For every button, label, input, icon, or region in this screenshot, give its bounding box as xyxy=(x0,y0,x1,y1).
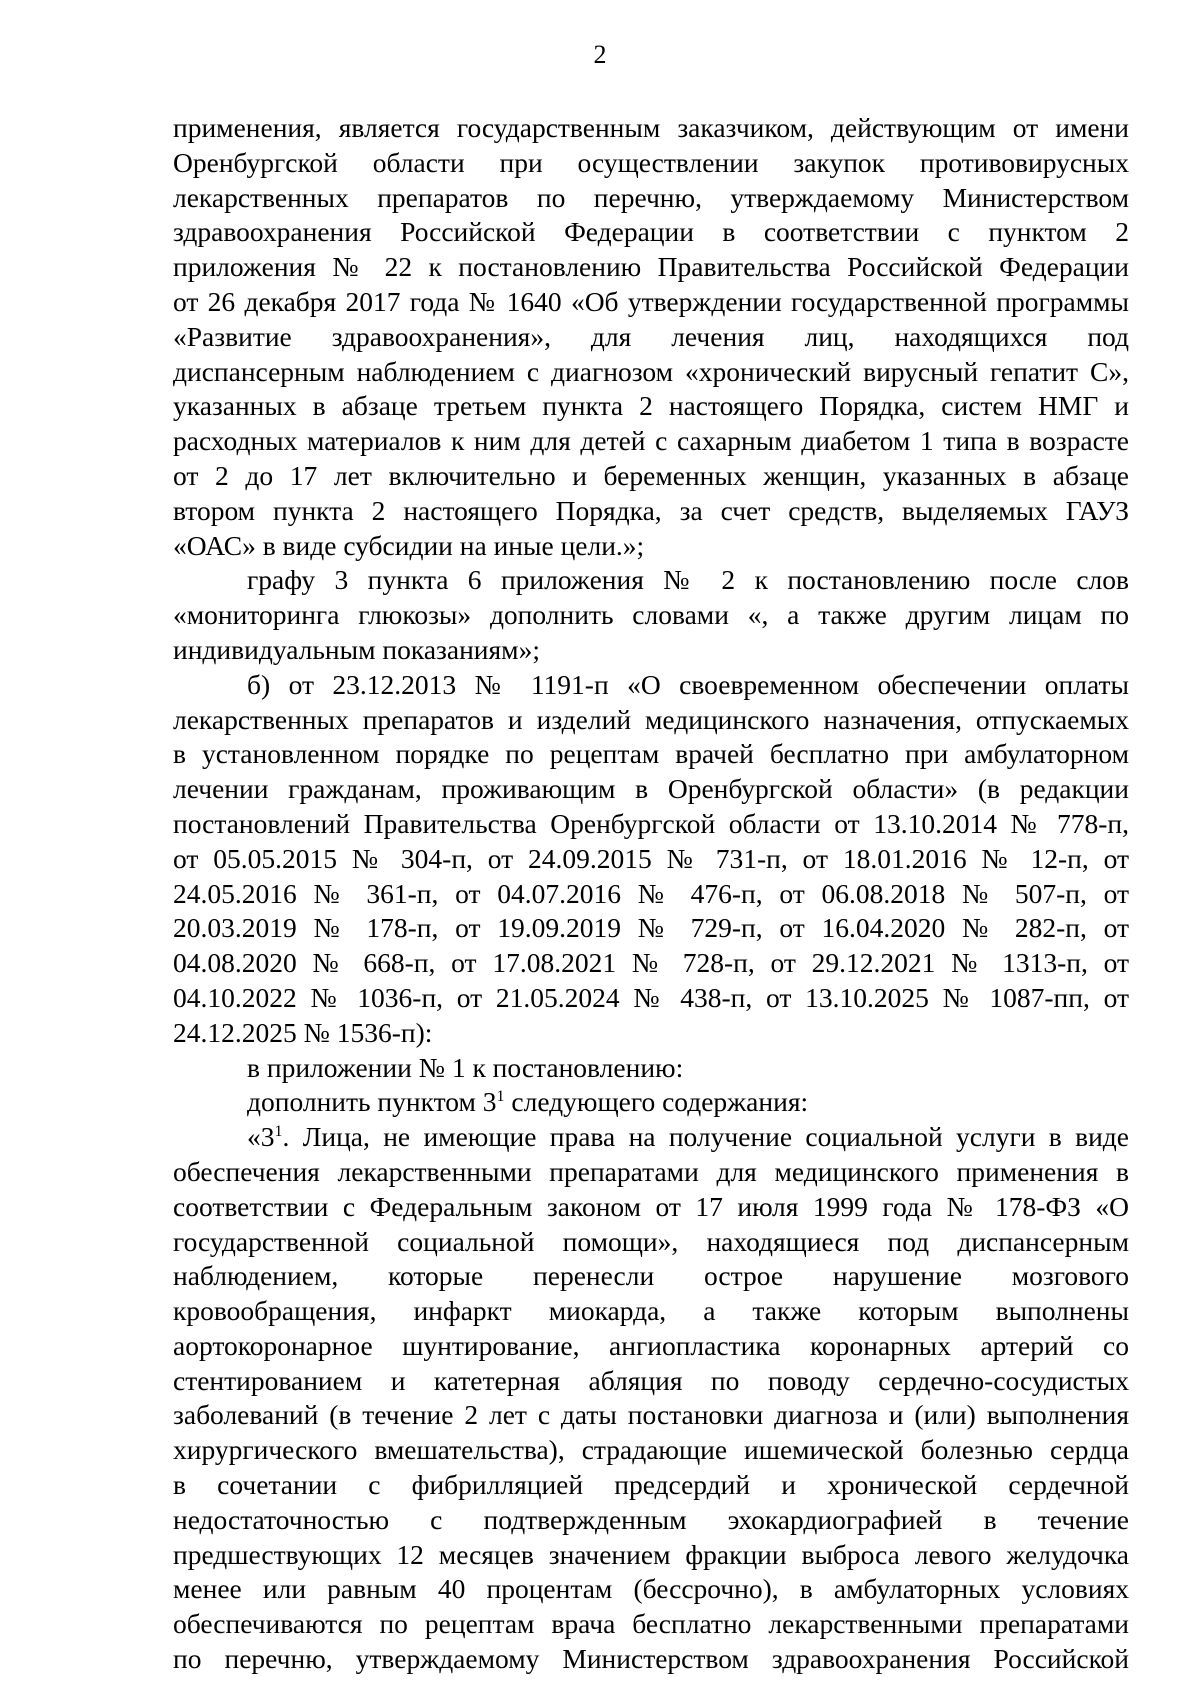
text-line-content: 24.12.2025 № 1536-п): xyxy=(173,1016,433,1048)
text-line xyxy=(173,877,1129,912)
text-line-content: «ОАС» в виде субсидии на иные цели.»; xyxy=(173,529,645,561)
text-line-content: 04.10.2022 № 1036-п, от 21.05.2024 № 438-п, от 13.10.2025 № 1087-пп, от xyxy=(173,981,1129,1013)
text-line-content: предшествующих 12 месяцев значением фракции выброса левого желудочка xyxy=(173,1538,1129,1570)
text-line-content: от 05.05.2015 № 304-п, от 24.09.2015 № 731-п, от 18.01.2016 № 12-п, от xyxy=(173,842,1129,874)
text-line xyxy=(173,668,1129,703)
superscript: 1 xyxy=(274,1122,283,1140)
text-line xyxy=(173,1503,1129,1538)
text-line xyxy=(173,1259,1129,1294)
text-line-content: лекарственных препаратов по перечню, утверждаемому Министерством xyxy=(173,181,1129,213)
text-line-content: стентированием и катетерная абляция по поводу сердечно-сосудистых xyxy=(173,1364,1129,1396)
text-line xyxy=(173,1468,1129,1503)
text-line xyxy=(173,1572,1129,1607)
text-line-content: по перечню, утверждаемому Министерством здравоохранения Российской xyxy=(173,1643,1129,1675)
text-line-content: 04.08.2020 № 668-п, от 17.08.2021 № 728-п, от 29.12.2021 № 1313-п, от xyxy=(173,947,1129,979)
text-line xyxy=(173,633,1129,668)
text-line xyxy=(173,250,1129,285)
text-line xyxy=(173,946,1129,981)
text-line xyxy=(173,459,1129,494)
text-line-content: применения, является государственным заказчиком, действующим от имени xyxy=(173,112,1129,143)
text-line xyxy=(173,389,1129,424)
text-line-content: в приложении № 1 к постановлению: xyxy=(247,1051,684,1083)
text-line xyxy=(173,1642,1129,1677)
text-line-content: менее или равным 40 процентам (бессрочно), в амбулаторных условиях xyxy=(173,1573,1129,1605)
text-line-content: в установленном порядке по рецептам врачей бесплатно при амбулаторном xyxy=(173,738,1129,770)
text-line xyxy=(173,1225,1129,1260)
text-line-content: кровообращения, инфаркт миокарда, а также которым выполнены xyxy=(173,1295,1129,1327)
text-line-content: б) от 23.12.2013 № 1191-п «О своевременном обеспечении оплаты xyxy=(247,668,1129,700)
text-line-content: диспансерным наблюдением с диагнозом «хронический вирусный гепатит С», xyxy=(173,355,1129,387)
text-line xyxy=(173,1016,1129,1051)
text-line xyxy=(173,598,1129,633)
text-line-content: соответствии с Федеральным законом от 17 июля 1999 года № 178-ФЗ «О xyxy=(173,1190,1129,1222)
text-line xyxy=(173,1329,1129,1364)
page-number: 2 xyxy=(593,40,607,69)
text-line xyxy=(173,355,1129,390)
text-line xyxy=(173,529,1129,564)
text-line-content: постановлений Правительства Оренбургской области от 13.10.2014 № 778-п, xyxy=(173,807,1129,839)
text-line-content: от 26 декабря 2017 года № 1640 «Об утверждении государственной программы xyxy=(173,285,1129,317)
text-line xyxy=(173,494,1129,529)
text-line-content: аортокоронарное шунтирование, ангиопластика коронарных артерий со xyxy=(173,1329,1129,1361)
text-line-continuation: следующего содержания: xyxy=(504,1086,809,1118)
text-line xyxy=(173,737,1129,772)
text-line xyxy=(173,1433,1129,1468)
text-line-content: наблюдением, которые перенесли острое нарушение мозгового xyxy=(173,1260,1129,1292)
text-line xyxy=(173,146,1129,181)
text-line-content: дополнить пунктом 3 xyxy=(247,1086,497,1118)
text-line-content: 20.03.2019 № 178-п, от 19.09.2019 № 729-п, от 16.04.2020 № 282-п, от xyxy=(173,912,1129,944)
text-line-content: расходных материалов к ним для детей с сахарным диабетом 1 типа в возрасте xyxy=(173,425,1129,457)
text-line xyxy=(173,181,1129,216)
text-line-content: заболеваний (в течение 2 лет с даты постановки диагноза и (или) выполнения xyxy=(173,1399,1129,1431)
text-line xyxy=(173,842,1129,877)
text-line-content: «3 xyxy=(247,1121,275,1153)
text-line xyxy=(173,807,1129,842)
text-line-content: хирургического вмешательства), страдающие ишемической болезнью сердца xyxy=(173,1434,1129,1466)
text-line xyxy=(173,320,1129,355)
text-line-content: лекарственных препаратов и изделий медицинского назначения, отпускаемых xyxy=(173,703,1129,735)
text-line-content: в сочетании с фибрилляцией предсердий и хронической сердечной xyxy=(173,1469,1129,1501)
document-body xyxy=(173,111,1129,1677)
text-line xyxy=(173,1364,1129,1399)
text-line-content: индивидуальным показаниям»; xyxy=(173,633,540,665)
text-line-content: приложения № 22 к постановлению Правительства Российской Федерации xyxy=(173,251,1129,283)
text-line-content: обеспечиваются по рецептам врача бесплатно лекарственными препаратами xyxy=(173,1608,1129,1640)
text-line-content: указанных в абзаце третьем пункта 2 настоящего Порядка, систем НМГ и xyxy=(173,390,1129,422)
text-line xyxy=(173,1607,1129,1642)
text-line-content: лечении гражданам, проживающим в Оренбургской области» (в редакции xyxy=(173,773,1129,805)
text-line-content: Оренбургской области при осуществлении закупок противовирусных xyxy=(173,146,1129,178)
text-line xyxy=(173,1085,1129,1120)
text-line-continuation: . Лица, не имеющие права на получение социальной услуги в виде xyxy=(282,1121,1129,1153)
text-line-content: графу 3 пункта 6 приложения № 2 к постановлению после слов xyxy=(247,564,1129,596)
text-line-content: втором пункта 2 настоящего Порядка, за счет средств, выделяемых ГАУЗ xyxy=(173,494,1129,526)
text-line-content: «мониторинга глюкозы» дополнить словами «, а также другим лицам по xyxy=(173,599,1129,631)
text-line-content: «Развитие здравоохранения», для лечения лиц, находящихся под xyxy=(173,320,1129,352)
text-line xyxy=(173,1398,1129,1433)
text-line xyxy=(173,981,1129,1016)
text-line xyxy=(173,111,1129,146)
text-line xyxy=(173,1294,1129,1329)
text-line xyxy=(173,703,1129,738)
text-line xyxy=(173,563,1129,598)
superscript: 1 xyxy=(496,1088,505,1106)
text-line-content: 24.05.2016 № 361-п, от 04.07.2016 № 476-п, от 06.08.2018 № 507-п, от xyxy=(173,877,1129,909)
text-line xyxy=(173,285,1129,320)
text-line xyxy=(173,1120,1129,1155)
text-line xyxy=(173,911,1129,946)
text-line xyxy=(173,424,1129,459)
text-line xyxy=(173,1051,1129,1086)
text-line-content: недостаточностью с подтвержденным эхокардиографией в течение xyxy=(173,1503,1129,1535)
text-line xyxy=(173,1190,1129,1225)
text-line-content: здравоохранения Российской Федерации в соответствии с пунктом 2 xyxy=(173,216,1129,248)
text-line xyxy=(173,215,1129,250)
text-line-content: обеспечения лекарственными препаратами для медицинского применения в xyxy=(173,1155,1129,1187)
text-line xyxy=(173,1538,1129,1573)
text-line xyxy=(173,772,1129,807)
text-line-content: от 2 до 17 лет включительно и беременных женщин, указанных в абзаце xyxy=(173,459,1129,491)
text-line xyxy=(173,1155,1129,1190)
text-line-content: государственной социальной помощи», находящиеся под диспансерным xyxy=(173,1225,1129,1257)
